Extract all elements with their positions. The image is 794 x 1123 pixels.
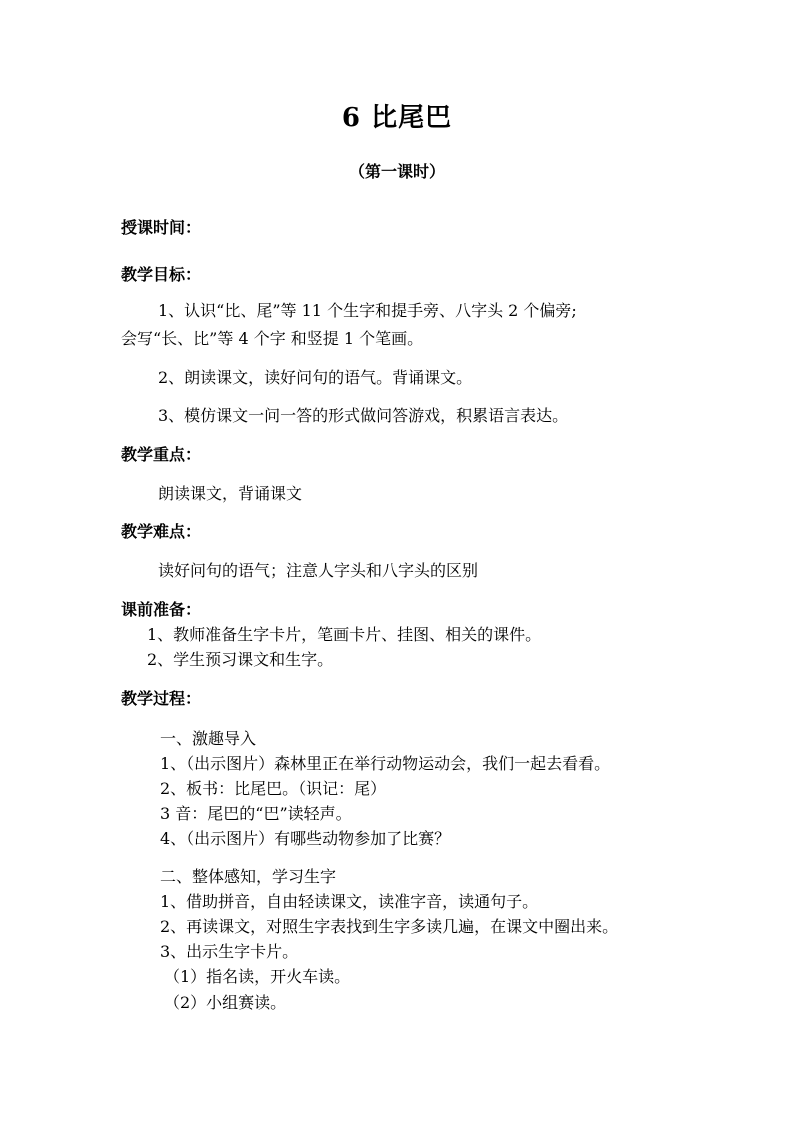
difficulties-heading: 教学难点： bbox=[121, 522, 202, 541]
process-heading: 教学过程： bbox=[121, 689, 202, 708]
objective-item-1-line-2: 会写“长、比”等 4 个字 和竖提 1 个笔画。 bbox=[121, 329, 424, 348]
process-section-1-item-2: 2、板书：比尾巴。（识记：尾） bbox=[160, 779, 387, 798]
page-subtitle: （第一课时） bbox=[348, 162, 445, 181]
process-section-1-title: 一、激趣导入 bbox=[160, 729, 257, 748]
process-section-1-item-3: 3 音：尾巴的“巴”读轻声。 bbox=[160, 804, 352, 823]
process-section-2-item-1: 1、借助拼音，自由轻读课文，读准字音，读通句子。 bbox=[160, 892, 539, 911]
key-points-text: 朗读课文，背诵课文 bbox=[158, 484, 303, 503]
difficulties-text: 读好问句的语气；注意人字头和八字头的区别 bbox=[158, 561, 479, 580]
process-section-2-item-3: 3、出示生字卡片。 bbox=[160, 942, 299, 961]
teach-time-heading: 授课时间： bbox=[121, 218, 202, 237]
key-points-heading: 教学重点： bbox=[121, 445, 202, 464]
process-section-2-item-2: 2、再读课文，对照生字表找到生字多读几遍，在课文中圈出来。 bbox=[160, 917, 619, 936]
preparation-item-1: 1、教师准备生字卡片，笔画卡片、挂图、相关的课件。 bbox=[147, 625, 542, 644]
objective-item-2: 2、朗读课文，读好问句的语气。背诵课文。 bbox=[158, 368, 473, 387]
page-title: 6 比尾巴 bbox=[341, 103, 453, 133]
objective-item-3: 3、模仿课文一问一答的形式做问答游戏，积累语言表达。 bbox=[158, 406, 569, 425]
process-section-1-item-1: 1、（出示图片）森林里正在举行动物运动会，我们一起去看看。 bbox=[160, 754, 611, 773]
objectives-heading: 教学目标： bbox=[121, 265, 202, 284]
process-section-1-item-4: 4、（出示图片）有哪些动物参加了比赛？ bbox=[160, 829, 451, 848]
process-section-2-sub-1: （1）指名读，开火车读。 bbox=[164, 967, 351, 986]
objective-item-1-line-1: 1、认识“比、尾”等 11 个生字和提手旁、八字头 2 个偏旁; bbox=[158, 301, 577, 320]
process-section-2-sub-2: （2）小组赛读。 bbox=[164, 993, 287, 1012]
preparation-item-2: 2、学生预习课文和生字。 bbox=[147, 650, 334, 669]
preparation-heading: 课前准备： bbox=[121, 600, 202, 619]
process-section-2-title: 二、整体感知，学习生字 bbox=[160, 867, 337, 886]
